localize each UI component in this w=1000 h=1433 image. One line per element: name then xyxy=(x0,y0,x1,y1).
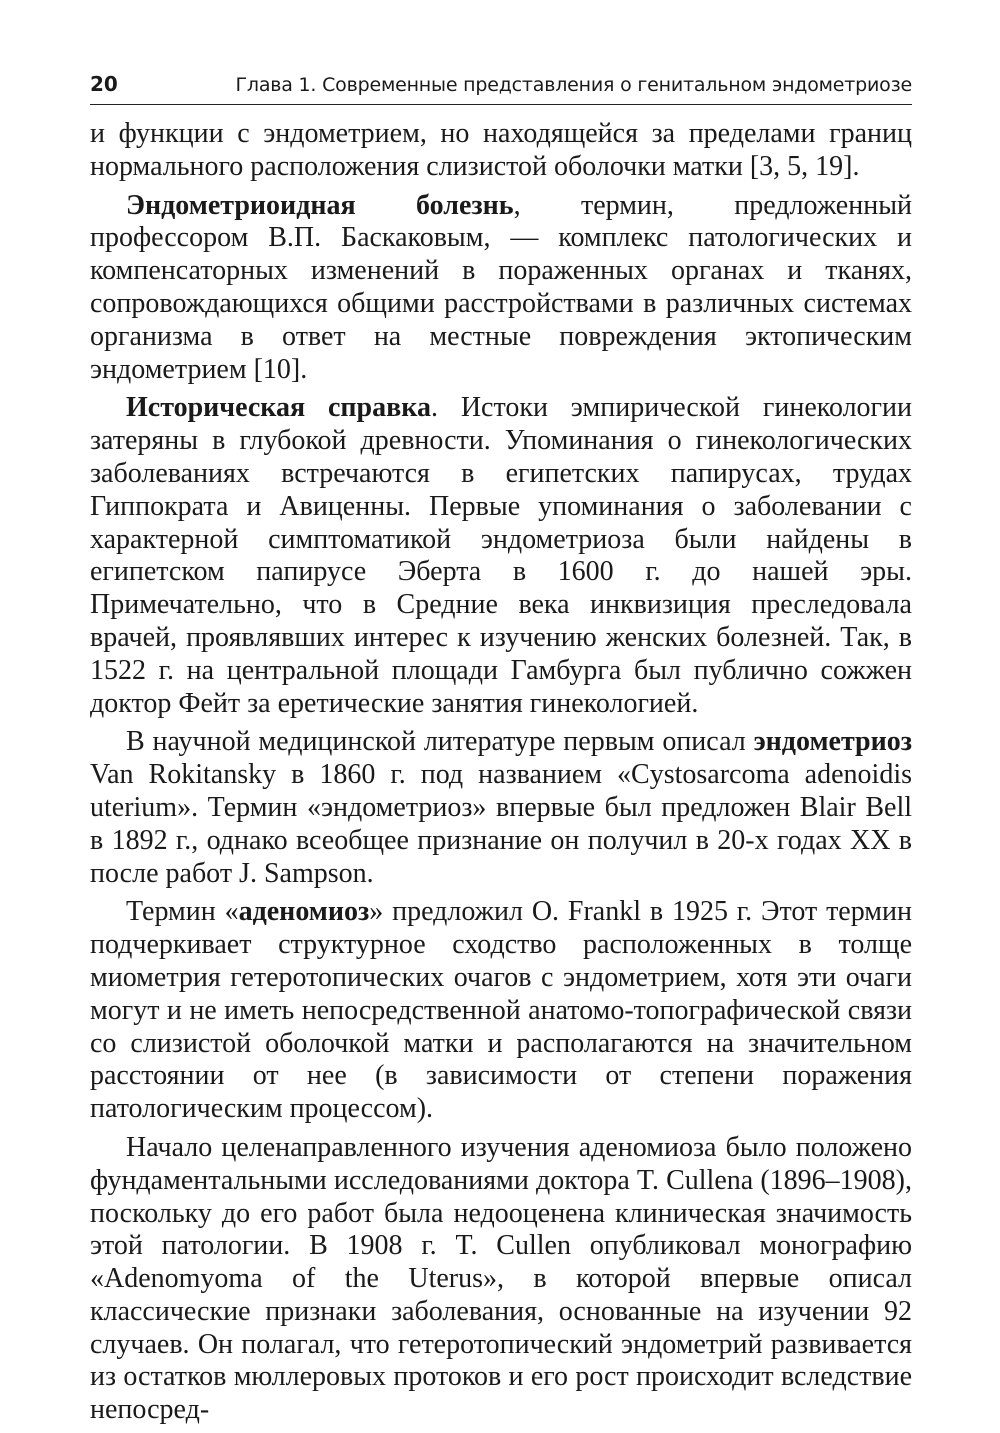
paragraph-text-lead: В научной медицинской литературе первым описал xyxy=(126,726,754,758)
paragraph-text-lead: Термин « xyxy=(126,896,239,928)
bold-term: Историческая справка xyxy=(126,392,431,424)
paragraph-text: » предложил O. Frankl в 1925 г. Этот термин подчеркивает структурное сходство расположенных в толще миометрия гетеротопических очагов с эндометрием, хотя эти очаги могут и не иметь непосредственной анатомо-топографической связи со слизистой оболочкой матки и располагаются на значительном расстоянии от нее (в зависимости от степени поражения патологическим процессом). xyxy=(90,896,912,1125)
bold-term: аденомиоз xyxy=(238,896,370,928)
paragraph-text: Начало целенаправленного изучения аденомиоза было положено фундаментальными исследованиями доктора T. Cullena (1896–1908), поскольку до его работ была недооценена клиническая значимость этой патологии. В 1908 г. T. Cullen опубликовал монографию «Adenomyoma of the Uterus», в которой впервые описал классические признаки заболевания, основанные на изучении 92 случаев. Он полагал, что гетеротопический эндометрий развивается из остатков мюллеровых протоков и его рост происходит вследствие непосред- xyxy=(90,1131,912,1426)
paragraph-text: Van Rokitansky в 1860 г. под названием «Cystosarcoma adenoidis uterium». Термин «эндометриоз» впервые был предложен Blair Bell в 1892 г., однако всеобщее признание он получил в 20-х годах XX в после работ J. Sampson. xyxy=(90,759,912,889)
book-page xyxy=(90,72,912,1433)
paragraph-continuation xyxy=(90,118,912,184)
paragraph-adenomyosis-term xyxy=(90,896,912,1126)
paragraph-endometrioid-disease xyxy=(90,190,912,387)
paragraph-text: . Истоки эмпирической гинекологии затеряны в глубокой древности. Упоминания о гинекологических заболеваниях встречаются в египетских папирусах, трудах Гиппократа и Авиценны. Первые упоминания о заболевании с характерной симптоматикой эндометриоза были найдены в египетском папирусе Эберта в 1600 г. до нашей эры. Примечательно, что в Средние века инквизиция преследовала врачей, проявлявших интерес к изучению женских болезней. Так, в 1522 г. на центральной площади Гамбурга был публично сожжен доктор Фейт за еретические занятия гинекологией. xyxy=(90,392,913,719)
chapter-title: Глава 1. Современные представления о генитальном эндометриозе xyxy=(235,74,912,96)
paragraph-historical-note xyxy=(90,392,912,720)
bold-term: эндометриоз xyxy=(753,726,912,758)
running-header xyxy=(90,72,912,105)
paragraph-text: , термин, предложенный профессором В.П. Баскаковым, — комплекс патологических и компенсаторных изменений в пораженных органах и тканях, сопровождающихся общими расстройствами в различных системах организма в ответ на местные повреждения эктопическим эндометрием [10]. xyxy=(90,189,912,385)
page-number: 20 xyxy=(90,72,118,96)
paragraph-endometriosis-history xyxy=(90,726,912,890)
paragraph-cullen-research xyxy=(90,1132,912,1427)
body-text xyxy=(90,118,912,1427)
paragraph-text: и функции с эндометрием, но находящейся за пределами границ нормального расположения слизистой оболочки матки [3, 5, 19]. xyxy=(90,118,912,182)
bold-term: Эндометриоидная болезнь xyxy=(126,189,514,221)
